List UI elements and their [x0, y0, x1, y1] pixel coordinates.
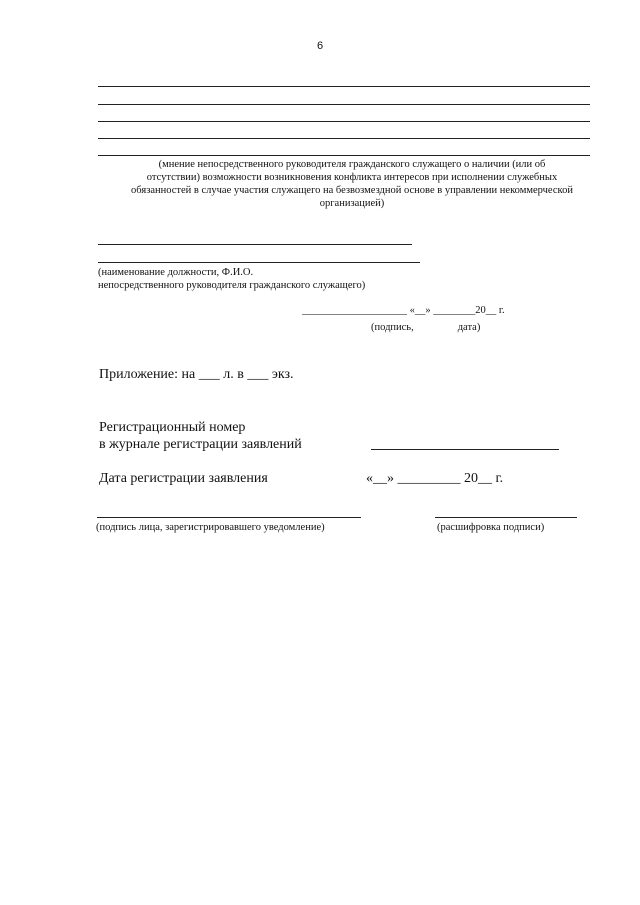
registrar-signature-line[interactable] [97, 517, 361, 518]
opinion-caption-line: (мнение непосредственного руководителя гражданского служащего о наличии (или об [158, 159, 546, 170]
opinion-caption-line: отсутствии) возможности возникновения конфликта интересов при исполнении служебных [146, 172, 558, 183]
opinion-line-1[interactable] [98, 86, 590, 87]
identity-caption-line: непосредственного руководителя гражданского служащего) [98, 280, 366, 291]
signature-decoding-line[interactable] [435, 517, 577, 518]
page-number: 6 [316, 40, 324, 52]
signature-caption: (подпись, [371, 322, 414, 333]
supervisor-signature-date-line[interactable]: ____________________ «__» ________20__ г. [302, 305, 505, 316]
supervisor-identity-caption [98, 266, 365, 292]
registration-date-label: Дата регистрации заявления [99, 471, 268, 486]
opinion-line-5[interactable] [98, 155, 590, 156]
opinion-caption [96, 158, 608, 210]
supervisor-identity-line-1[interactable] [98, 244, 412, 245]
signature-date-caption [371, 321, 480, 334]
registration-number-label-line: Регистрационный номер [99, 420, 246, 435]
opinion-caption-line: организацией) [319, 198, 385, 209]
opinion-line-4[interactable] [98, 138, 590, 139]
registration-number-label-line: в журнале регистрации заявлений [99, 437, 302, 452]
registration-number-label [99, 419, 302, 453]
registrar-signature-caption: (подпись лица, зарегистрировавшего уведомление) [96, 522, 325, 533]
identity-caption-line: (наименование должности, Ф.И.О. [98, 267, 254, 278]
signature-decoding-caption: (расшифровка подписи) [437, 522, 545, 533]
opinion-caption-line: обязанностей в случае участия служащего на безвозмездной основе в управлении некоммерческой [131, 185, 573, 196]
opinion-line-2[interactable] [98, 104, 590, 105]
opinion-line-3[interactable] [98, 121, 590, 122]
supervisor-identity-line-2[interactable] [98, 262, 420, 263]
attachment-line: Приложение: на ___ л. в ___ экз. [99, 367, 294, 382]
registration-date-field[interactable]: «__» _________ 20__ г. [366, 471, 504, 486]
date-caption: дата) [457, 322, 481, 333]
registration-number-field[interactable] [371, 449, 559, 450]
